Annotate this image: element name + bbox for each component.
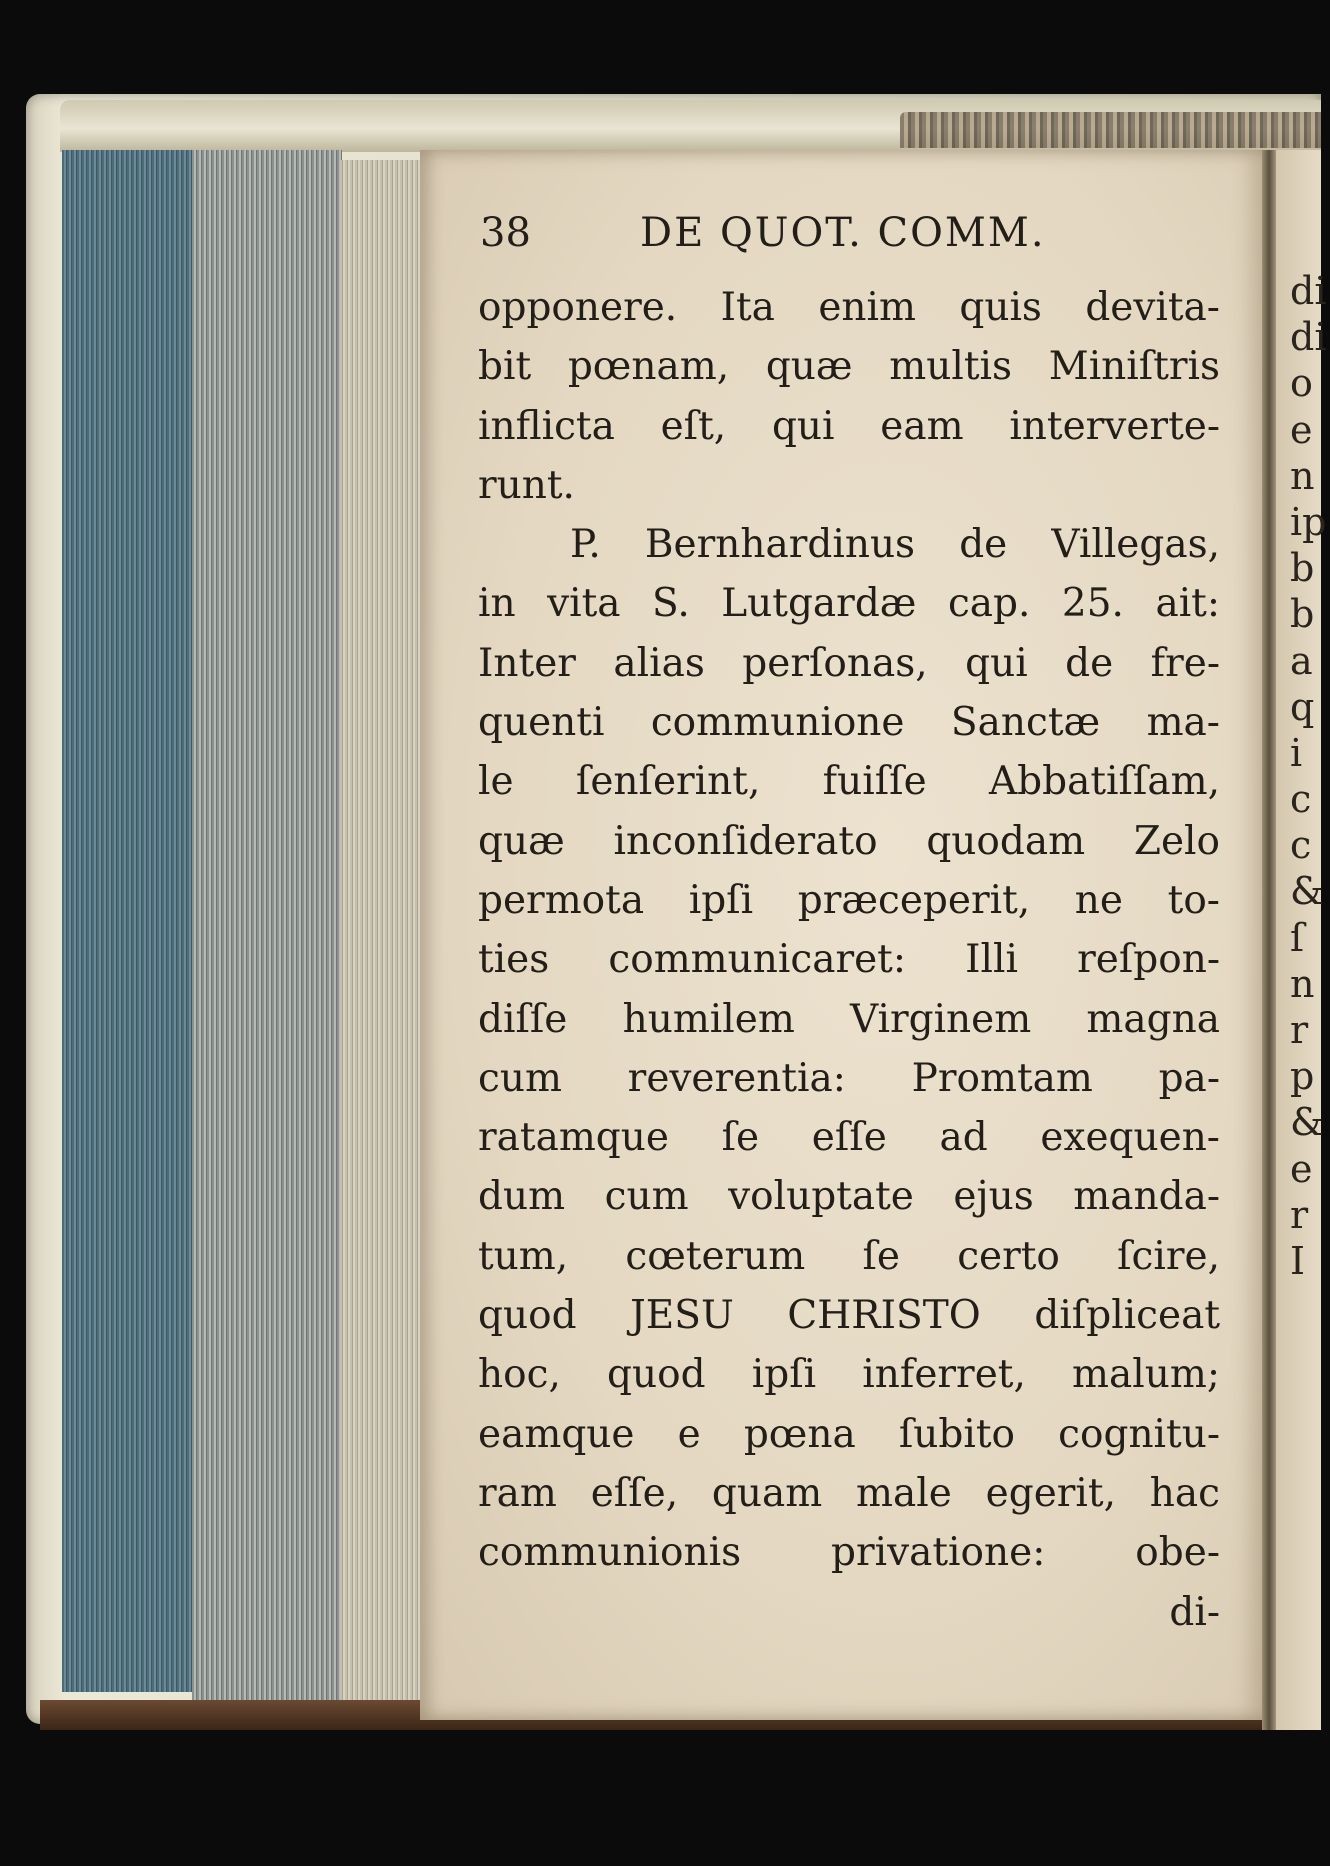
- text-line: quod JESU CHRISTO diſpliceat: [478, 1293, 1220, 1339]
- page-number: 38: [480, 210, 531, 256]
- facing-fragment: di: [1290, 269, 1327, 313]
- page-edges-blue: [62, 150, 194, 1692]
- facing-fragment: o: [1290, 361, 1313, 406]
- text-line: dum cum voluptate ejus manda-: [478, 1174, 1220, 1220]
- text-line: quæ inconſiderato quodam Zelo: [478, 818, 1220, 864]
- facing-fragment: n: [1290, 453, 1315, 498]
- text-line: eamque e pœna ſubito cognitu-: [478, 1411, 1220, 1457]
- text-line: hoc, quod ipſi inferret, malum;: [478, 1352, 1220, 1398]
- facing-fragment: e: [1290, 1146, 1313, 1191]
- facing-fragment: b: [1290, 546, 1315, 591]
- facing-fragment: di: [1290, 315, 1327, 360]
- facing-fragment: a: [1290, 638, 1313, 683]
- facing-page-text: [1290, 268, 1330, 1284]
- page-edges-grey: [192, 150, 342, 1710]
- facing-fragment: n: [1290, 961, 1315, 1006]
- text-line: diſſe humilem Virginem magna: [478, 996, 1220, 1042]
- facing-fragment: ip: [1290, 499, 1327, 544]
- text-line: ram eſſe, quam male egerit, hac: [478, 1470, 1220, 1516]
- facing-fragment: r: [1290, 1008, 1309, 1052]
- text-line: in vita S. Lutgardæ cap. 25. ait:: [478, 581, 1220, 627]
- text-line: inflicta eſt, qui eam interverte-: [478, 403, 1220, 449]
- text-line: runt.: [478, 462, 575, 508]
- text-line: tum, cœterum ſe certo ſcire,: [478, 1233, 1220, 1279]
- text-line: ratamque ſe eſſe ad exequen-: [478, 1115, 1220, 1161]
- facing-fragment: p: [1290, 1054, 1315, 1099]
- facing-fragment: q: [1290, 684, 1315, 729]
- facing-fragment: c: [1290, 777, 1312, 822]
- text-line: P. Bernhardinus de Villegas,: [570, 522, 1220, 568]
- facing-fragment: r: [1290, 1192, 1309, 1237]
- text-line: opponere. Ita enim quis devita-: [478, 285, 1220, 330]
- text-line: cum reverentia: Promtam pa-: [478, 1055, 1220, 1101]
- facing-fragment: c: [1290, 823, 1312, 868]
- headband: [900, 112, 1321, 148]
- running-head: DE QUOT. COMM.: [640, 210, 1046, 256]
- facing-fragment: e: [1290, 407, 1313, 452]
- facing-fragment: i: [1290, 730, 1303, 775]
- text-line: communionis privatione: obe-: [478, 1530, 1220, 1576]
- text-line: permota ipſi præceperit, ne to-: [478, 877, 1220, 923]
- body-text: [478, 278, 1220, 1642]
- facing-fragment: I: [1290, 1238, 1306, 1283]
- facing-fragment: b: [1290, 592, 1315, 637]
- text-line: quenti communione Sanctæ ma-: [478, 700, 1220, 746]
- text-line: Inter alias perſonas, qui de fre-: [478, 640, 1220, 686]
- text-line: ties communicaret: Illi reſpon-: [478, 937, 1220, 983]
- text-line: le ſenſerint, fuiſſe Abbatiſſam,: [478, 759, 1220, 805]
- facing-fragment: &: [1290, 1100, 1324, 1145]
- text-line: bit pœnam, quæ multis Miniſtris: [478, 344, 1220, 390]
- page-header: [480, 210, 1240, 266]
- page-edges-pale: [340, 160, 420, 1720]
- facing-fragment: &: [1290, 869, 1324, 914]
- catchword: di-: [1169, 1589, 1220, 1635]
- facing-fragment: ſ: [1290, 915, 1305, 960]
